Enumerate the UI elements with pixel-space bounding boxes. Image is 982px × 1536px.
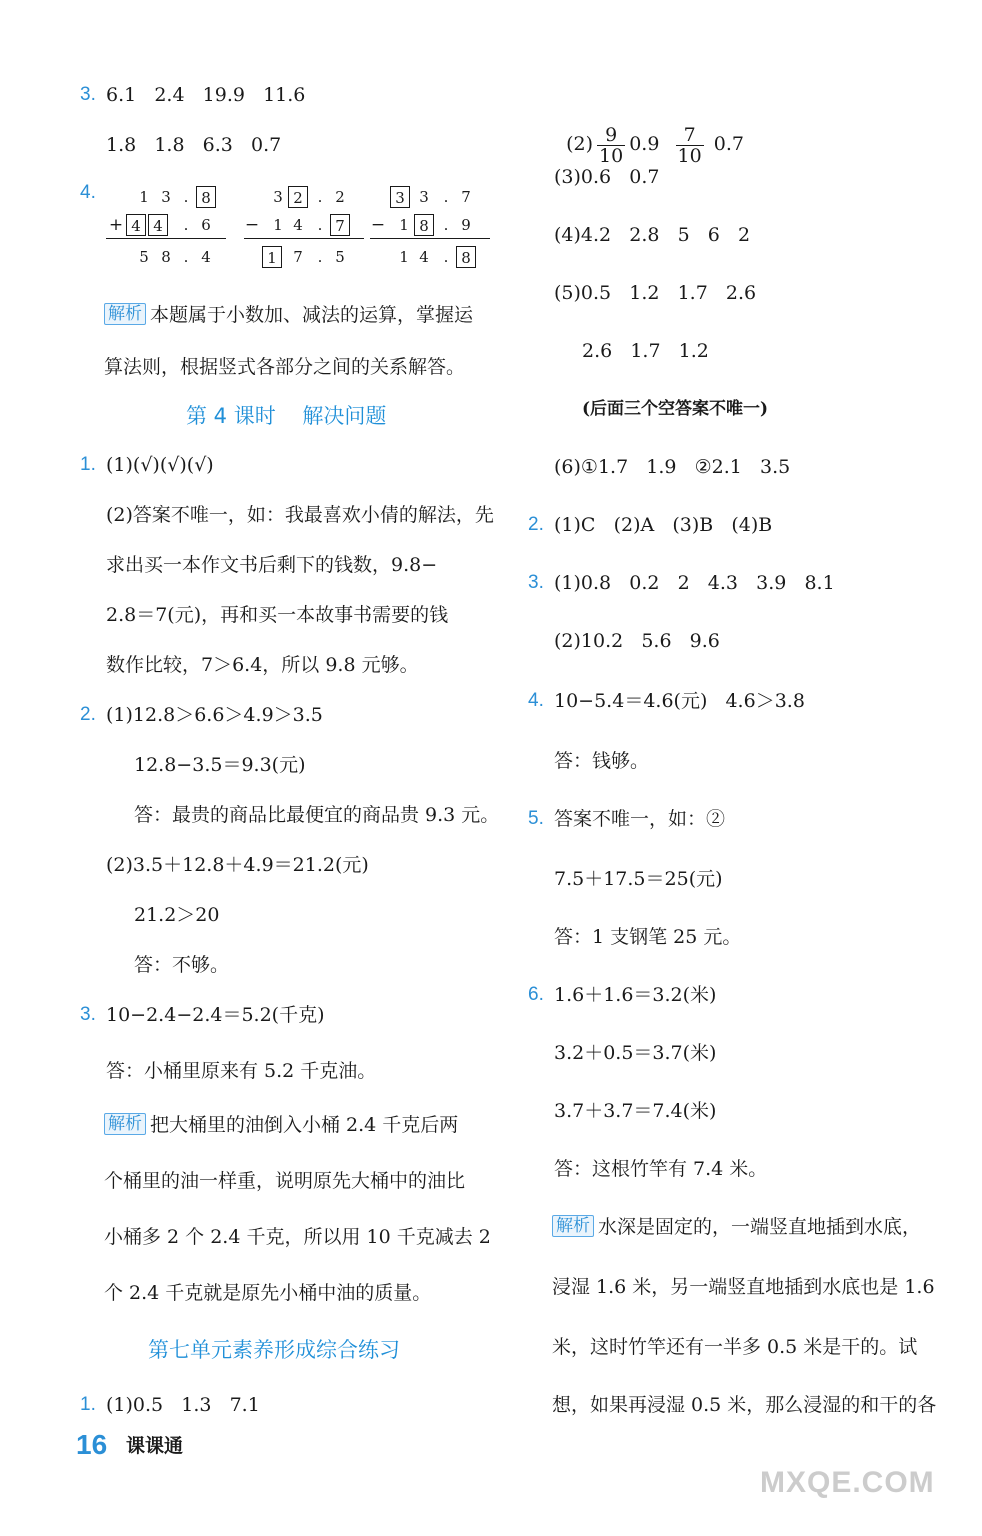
r5-line1: (5)0.5 1.2 1.7 2.6 [554,282,757,304]
analysis-tag: 解析 [552,1215,594,1237]
analysis-1-line2: 算法则，根据竖式各部分之间的关系解答。 [104,356,466,378]
digit: 6 [201,216,211,234]
rq5-line2: 7.5＋17.5＝25(元) [554,868,723,890]
page-number: 16 [76,1429,108,1460]
rq3-line1: (1)0.8 0.2 2 4.3 3.9 8.1 [554,572,835,594]
vertical-calc-1 [106,186,226,276]
section-heading-unit7: 第七单元素养形成综合练习 [148,1338,400,1362]
digit: 4 [419,248,429,266]
digit: 8 [161,248,171,266]
plus-sign: + [108,215,124,235]
analysis-tag: 解析 [104,303,146,325]
vertical-calc-3 [370,186,490,276]
right-analysis-line2: 浸湿 1.6 米，另一端竖直地插到水底也是 1.6 [552,1276,935,1298]
s2-line6: 答：不够。 [134,954,230,976]
denominator: 10 [677,144,702,167]
answer-box: 4 [148,214,168,236]
s2-line5: 21.2＞20 [134,904,220,926]
answer-box: 4 [126,214,146,236]
numerator: 7 [676,125,704,146]
r5-note: (后面三个空答案不唯一) [582,399,769,419]
digit: 1 [399,216,409,234]
s1-line5: 数作比较，7＞6.4，所以 9.8 元够。 [106,654,419,676]
sum-line [106,238,226,239]
rq2-line1: (1)C (2)A (3)B (4)B [554,514,773,536]
analysis-2-line2: 个桶里的油一样重，说明原先大桶中的油比 [104,1170,466,1192]
digit: 4 [293,216,303,234]
digit: 1 [139,188,149,206]
analysis-2-line4: 个 2.4 千克就是原先小桶中油的质量。 [104,1282,432,1304]
fraction-7-10 [676,125,704,166]
section-heading-lesson4: 第 4 课时 解决问题 [186,404,387,428]
s2-line2: 12.8−3.5＝9.3(元) [134,754,306,776]
digit: . [317,188,323,206]
minus-sign: − [370,215,386,235]
digit: 3 [273,188,283,206]
r2-prefix: (2) [566,133,594,155]
s1-line1: (1)(√)(√)(√) [106,454,214,476]
s1-line2: (2)答案不唯一，如：我最喜欢小倩的解法，先 [106,504,494,526]
digit: 7 [461,188,471,206]
analysis-text: 本题属于小数加、减法的运算，掌握运 [150,304,474,326]
book-title: 课课通 [126,1435,184,1457]
right-analysis-line1 [552,1214,921,1240]
digit: . [317,248,323,266]
r2-mid: 0.9 [629,133,660,155]
rq4-number: 4. [528,690,544,711]
s1-number: 1. [80,454,96,475]
rq2-number: 2. [528,514,544,535]
digit: 5 [139,248,149,266]
digit: . [443,248,449,266]
digit: . [183,216,189,234]
answer-box: 7 [330,214,350,236]
q3-row2: 1.8 1.8 6.3 0.7 [106,134,282,156]
digit: 1 [273,216,283,234]
digit: 7 [293,248,303,266]
right-analysis-line3: 米，这时竹竿还有一半多 0.5 米是干的。试 [552,1336,918,1358]
minus-sign: − [244,215,260,235]
rq5-number: 5. [528,808,544,829]
rq6-number: 6. [528,984,544,1005]
s1-line3: 求出买一本作文书后剩下的钱数，9.8− [106,554,438,576]
digit: 1 [399,248,409,266]
digit: . [443,216,449,234]
digit: 4 [201,248,211,266]
s2-line4: (2)3.5＋12.8＋4.9＝21.2(元) [106,854,369,876]
answer-box: 2 [288,186,308,208]
s2-line3: 答：最贵的商品比最便宜的商品贵 9.3 元。 [134,804,500,826]
analysis-text: 水深是固定的，一端竖直地插到水底， [598,1216,922,1238]
difference-line [244,238,364,239]
digit: . [183,188,189,206]
vertical-calc-2 [244,186,364,276]
q4-number: 4. [80,182,96,203]
rq6-line2: 3.2＋0.5＝3.7(米) [554,1042,717,1064]
s3-line2: 答：小桶里原来有 5.2 千克油。 [106,1060,377,1082]
answer-box: 8 [196,186,216,208]
numerator: 9 [597,125,625,146]
analysis-text: 把大桶里的油倒入小桶 2.4 千克后两 [150,1114,459,1136]
watermark: MXQE.COM [760,1466,935,1499]
rq4-line1: 10−5.4＝4.6(元) 4.6＞3.8 [554,690,805,712]
r5-line2: 2.6 1.7 1.2 [582,340,709,362]
rq6-line1: 1.6＋1.6＝3.2(米) [554,984,717,1006]
digit: . [317,216,323,234]
answer-box: 1 [262,246,282,268]
right-analysis-line4: 想，如果再浸湿 0.5 米，那么浸湿的和干的各 [552,1394,937,1416]
t1-number: 1. [80,1394,96,1415]
analysis-1-line1 [104,302,473,328]
q3-number: 3. [80,84,96,105]
rq4-line2: 答：钱够。 [554,750,650,772]
denominator: 10 [599,144,624,167]
r2-line [554,84,744,166]
s3-number: 3. [80,1004,96,1025]
answer-box: 3 [390,186,410,208]
s2-number: 2. [80,704,96,725]
digit: 9 [461,216,471,234]
rq3-line2: (2)10.2 5.6 9.6 [554,630,720,652]
s3-line1: 10−2.4−2.4＝5.2(千克) [106,1004,325,1026]
digit: 5 [335,248,345,266]
digit: . [183,248,189,266]
r4-line: (4)4.2 2.8 5 6 2 [554,224,751,246]
analysis-2-line3: 小桶多 2 个 2.4 千克，所以用 10 千克减去 2 [104,1226,491,1248]
digit: 3 [161,188,171,206]
rq6-line3: 3.7＋3.7＝7.4(米) [554,1100,717,1122]
analysis-tag: 解析 [104,1113,146,1135]
digit: 2 [335,188,345,206]
q3-row1: 6.1 2.4 19.9 11.6 [106,84,306,106]
fraction-9-10 [597,125,625,166]
rq6-line4: 答：这根竹竿有 7.4 米。 [554,1158,768,1180]
rq5-line3: 答：1 支钢笔 25 元。 [554,926,742,948]
rq5-line1: 答案不唯一，如：② [554,808,726,830]
t1-line1: (1)0.5 1.3 7.1 [106,1394,260,1416]
difference-line [370,238,490,239]
analysis-2-line1 [104,1112,458,1138]
r6-line: (6)①1.7 1.9 ②2.1 3.5 [554,456,791,478]
digit: 3 [419,188,429,206]
r2-end: 0.7 [713,133,744,155]
answer-box: 8 [414,214,434,236]
digit: . [443,188,449,206]
s2-line1: (1)12.8＞6.6＞4.9＞3.5 [106,704,323,726]
rq3-number: 3. [528,572,544,593]
r3-line: (3)0.6 0.7 [554,166,660,188]
s1-line4: 2.8＝7(元)，再和买一本故事书需要的钱 [106,604,449,626]
answer-box: 8 [456,246,476,268]
